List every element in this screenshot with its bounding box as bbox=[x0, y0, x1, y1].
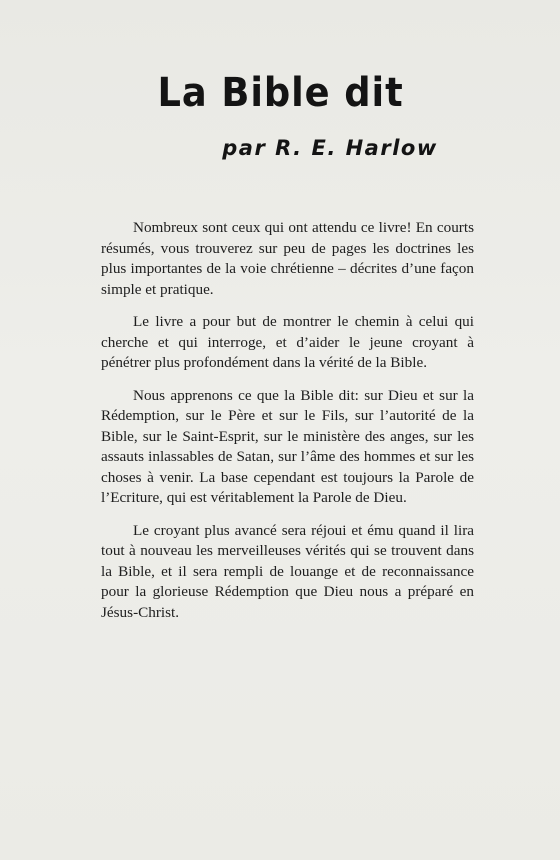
paragraph: Nous apprenons ce que la Bible dit: sur Dieu et sur la Rédemption, sur le Père et sur le Fils, sur l’autorité de la Bible, sur le Saint-Esprit, sur le ministère des anges, sur les assauts inlassables de Satan, sur l’âme des hommes et sur les choses à venir. La base cependant est toujours la Parole de l’Ecriture, qui est véritablement la Parole de Dieu. bbox=[101, 386, 474, 506]
paragraph: Le croyant plus avancé sera réjoui et ému quand il lira tout à nouveau les merveilleuses vérités qui se trouvent dans la Bible, et il sera rempli de louange et de reconnaissance pour la glorieuse Rédemption que Dieu nous a préparé en Jésus-Christ. bbox=[101, 521, 474, 621]
book-title: La Bible dit bbox=[157, 70, 404, 116]
book-author: par R. E. Harlow bbox=[222, 136, 438, 160]
paragraph: Nombreux sont ceux qui ont attendu ce livre! En courts résumés, vous trouverez sur peu de pages les doctrines les plus importantes de la voie chrétienne – décrites d’une façon simple et pratique. bbox=[101, 219, 474, 298]
blurb-text bbox=[101, 218, 474, 635]
paragraph: Le livre a pour but de montrer le chemin à celui qui cherche et qui interroge, et d’aider le jeune croyant à pénétrer plus profondément dans la vérité de la Bible. bbox=[101, 313, 474, 371]
